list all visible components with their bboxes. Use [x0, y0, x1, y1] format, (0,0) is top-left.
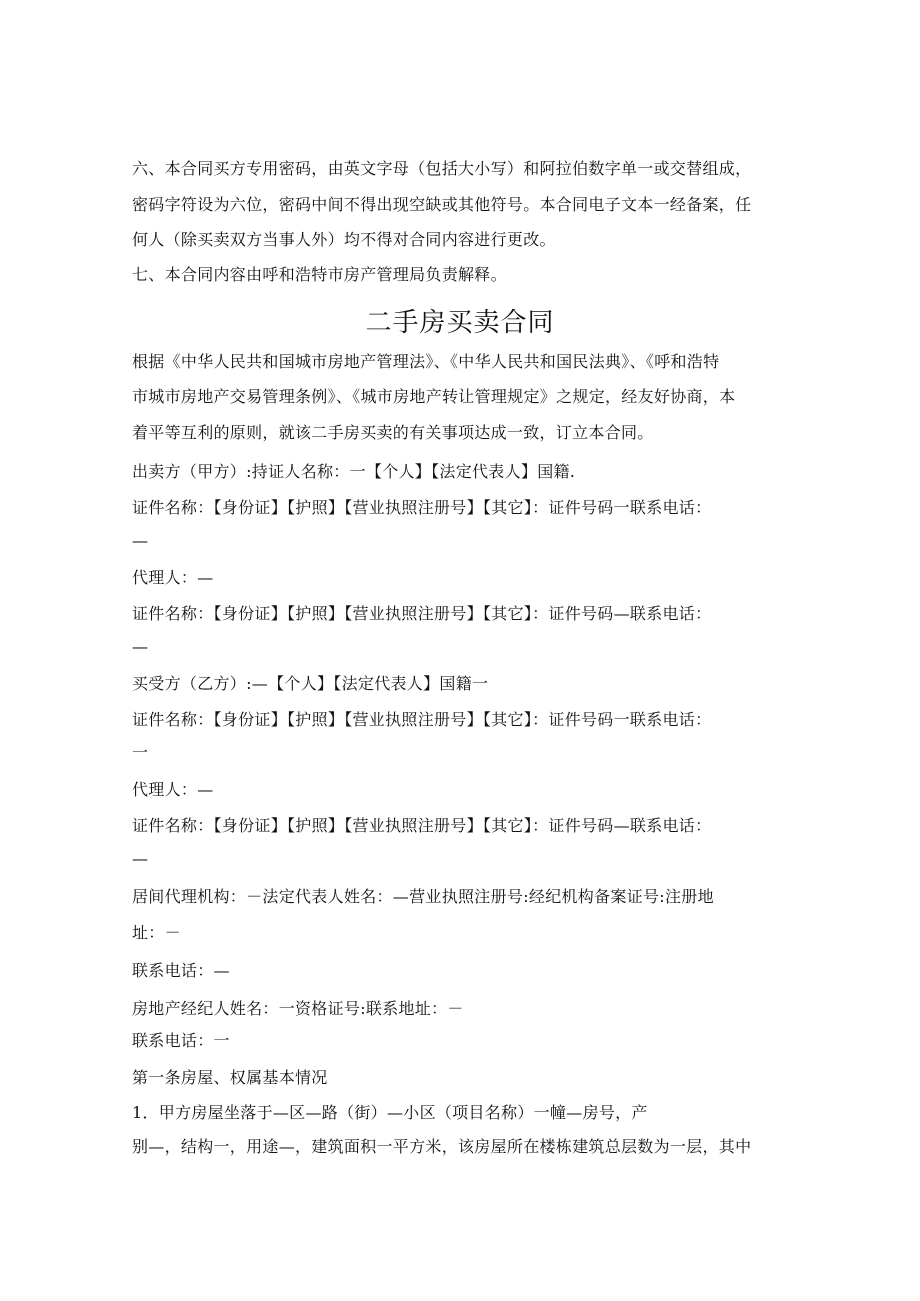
broker-phone: 联系电话：一: [132, 1031, 230, 1050]
article1-item1-line1: 1．甲方房屋坐落于—区—路（街）—小区（项目名称）一幢—房号，产: [132, 1103, 648, 1122]
agency-line1: 居间代理机构：－法定代表人姓名：—营业执照注册号:经纪机构备案证号:注册地: [132, 887, 714, 906]
seller-agent-cert-cont: —: [132, 637, 149, 656]
intro-line1: 根据《中华人民共和国城市房地产管理法》、《中华人民共和国民法典》、《呼和浩特: [132, 352, 720, 371]
broker-info: 房地产经纪人姓名：一资格证号:联系地址：－: [132, 999, 464, 1018]
seller-agent-cert: 证件名称：【身份证】【护照】【营业执照注册号】【其它】：证件号码—联系电话：: [132, 604, 712, 623]
note-seven: 七、本合同内容由呼和浩特市房产管理局负责解释。: [132, 265, 507, 284]
article1-item1-line2: 别—，结构一，用途—，建筑面积一平方米，该房屋所在楼栋建筑总层数为一层，其中: [132, 1137, 752, 1156]
intro-line2: 市城市房地产交易管理条例》、《城市房地产转让管理规定》之规定，经友好协商，本: [132, 387, 736, 406]
buyer-agent-cert-cont: —: [132, 849, 149, 868]
buyer-agent-cert: 证件名称：【身份证】【护照】【营业执照注册号】【其它】：证件号码—联系电话：: [132, 816, 712, 835]
buyer-agent: 代理人：—: [132, 780, 214, 799]
note-six-line3: 何人（除买卖双方当事人外）均不得对合同内容进行更改。: [132, 230, 556, 249]
seller-cert: 证件名称：【身份证】【护照】【营业执照注册号】【其它】：证件号码一联系电话：: [132, 498, 712, 517]
agency-line2: 址：－: [132, 923, 181, 942]
intro-line3: 着平等互利的原则，就该二手房买卖的有关事项达成一致，订立本合同。: [132, 423, 654, 442]
article1-title: 第一条房屋、权属基本情况: [132, 1068, 328, 1087]
buyer-cert-cont: 一: [132, 743, 149, 762]
note-six-line2: 密码字符设为六位，密码中间不得出现空缺或其他符号。本合同电子文本一经备案，任: [132, 195, 752, 214]
buyer-info: 买受方（乙方）:—【个人】【法定代表人】国籍一: [132, 674, 489, 693]
seller-cert-cont: —: [132, 531, 149, 550]
seller-agent: 代理人：—: [132, 568, 214, 587]
contract-title: 二手房买卖合同: [365, 308, 555, 338]
note-six-line1: 六、本合同买方专用密码，由英文字母（包括大小写）和阿拉伯数字单一或交替组成，: [132, 159, 752, 178]
buyer-cert: 证件名称：【身份证】【护照】【营业执照注册号】【其它】：证件号码一联系电话：: [132, 710, 712, 729]
seller-info: 出卖方（甲方）:持证人名称：一【个人】【法定代表人】国籍.: [132, 462, 576, 481]
agency-phone: 联系电话：—: [132, 961, 230, 980]
